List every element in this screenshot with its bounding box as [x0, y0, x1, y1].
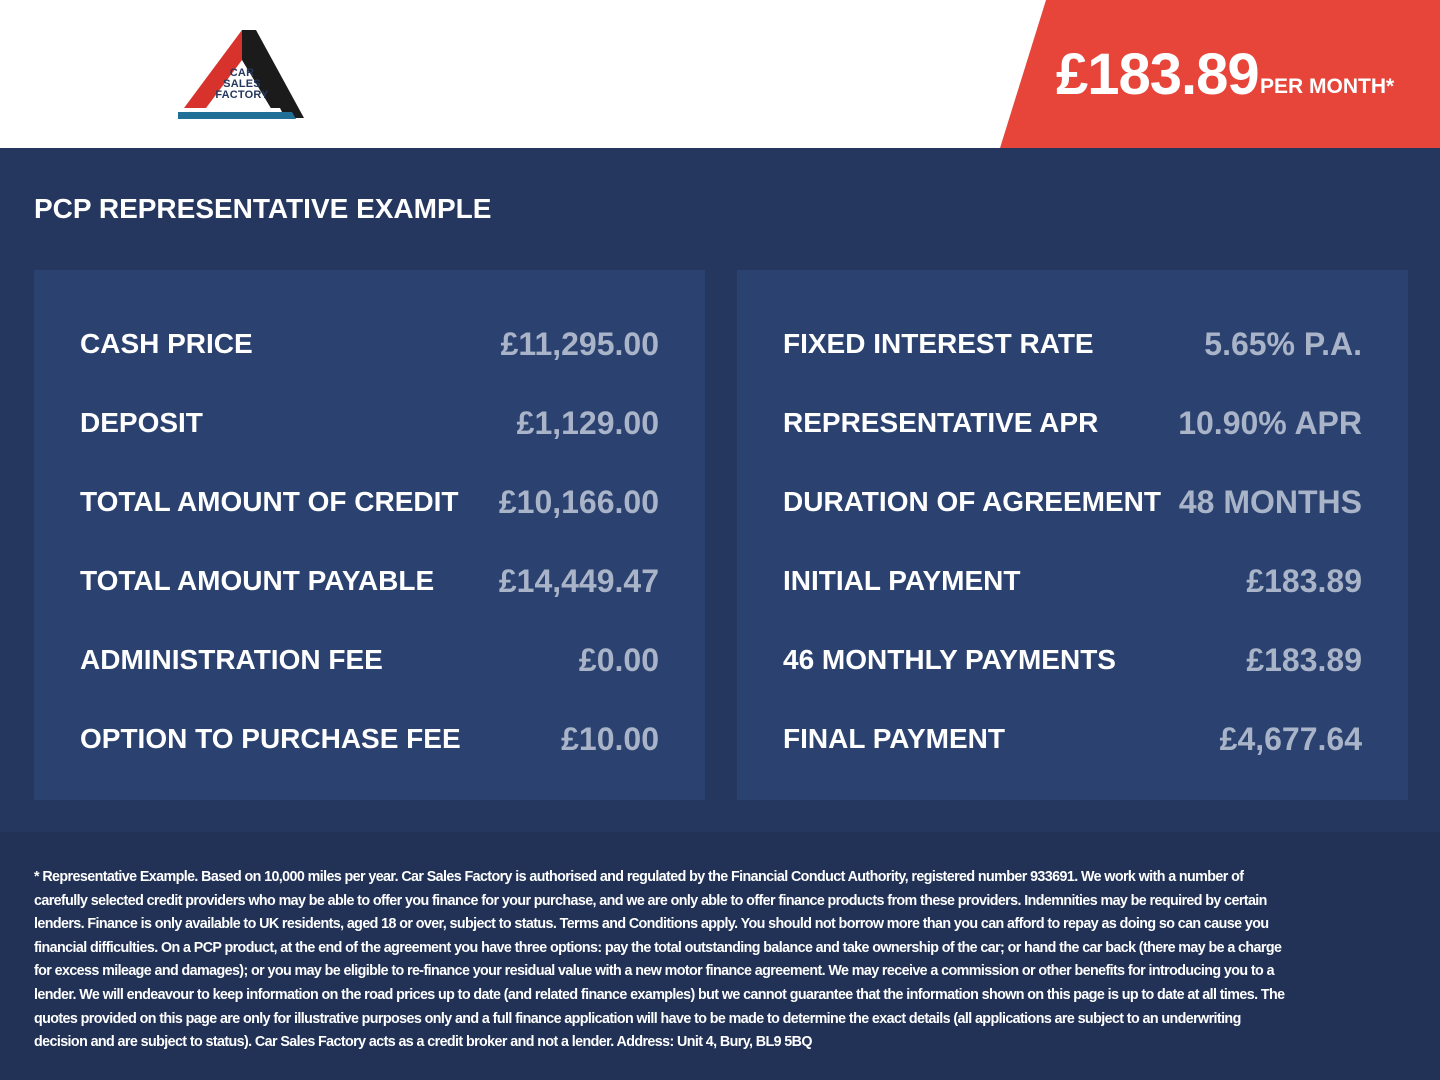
row-label: DEPOSIT: [80, 407, 203, 438]
row-fixed-interest-rate: [783, 319, 1362, 369]
row-value: £11,295.00: [500, 325, 659, 362]
row-total-amount-payable: [80, 556, 659, 606]
row-cash-price: [80, 319, 659, 369]
per-month-label: PER MONTH*: [1260, 75, 1395, 98]
row-label: CASH PRICE: [80, 328, 253, 359]
row-option-to-purchase-fee: [80, 714, 659, 764]
row-initial-payment: [783, 556, 1362, 606]
row-value: 10.90% APR: [1178, 404, 1362, 441]
row-label: ADMINISTRATION FEE: [80, 644, 383, 675]
logo-text: [208, 68, 276, 101]
monthly-price: £183.89: [1056, 42, 1259, 107]
row-label: FIXED INTEREST RATE: [783, 328, 1094, 359]
row-label: 46 MONTHLY PAYMENTS: [783, 644, 1116, 675]
row-duration-of-agreement: [783, 477, 1362, 527]
finance-panel-right: [737, 270, 1408, 800]
row-final-payment: [783, 714, 1362, 764]
logo-text-line3: FACTORY: [215, 89, 269, 101]
row-value: £10,166.00: [498, 483, 659, 520]
row-value: £4,677.64: [1219, 720, 1362, 757]
row-label: TOTAL AMOUNT PAYABLE: [80, 565, 435, 596]
row-total-amount-of-credit: [80, 477, 659, 527]
row-label: OPTION TO PURCHASE FEE: [80, 723, 461, 754]
row-value: £14,449.47: [498, 562, 659, 599]
finance-panel-left: [34, 270, 705, 800]
row-value: £1,129.00: [516, 404, 659, 441]
section-title: PCP REPRESENTATIVE EXAMPLE: [34, 193, 492, 224]
logo-text-line2: SALES: [223, 78, 261, 90]
row-value: £183.89: [1246, 641, 1362, 678]
header: [0, 0, 1440, 148]
row-label: TOTAL AMOUNT OF CREDIT: [80, 486, 459, 517]
row-value: £10.00: [561, 720, 659, 757]
row-label: DURATION OF AGREEMENT: [783, 486, 1161, 517]
row-monthly-payments: [783, 635, 1362, 685]
row-label: INITIAL PAYMENT: [783, 565, 1021, 596]
row-representative-apr: [783, 398, 1362, 448]
row-deposit: [80, 398, 659, 448]
row-value: 48 MONTHS: [1178, 483, 1362, 520]
row-label: FINAL PAYMENT: [783, 723, 1005, 754]
row-value: £183.89: [1246, 562, 1362, 599]
row-label: REPRESENTATIVE APR: [783, 407, 1099, 438]
row-value: 5.65% P.A.: [1204, 325, 1362, 362]
row-administration-fee: [80, 635, 659, 685]
logo-text-line1: CAR: [229, 67, 255, 79]
disclaimer-text: * Representative Example. Based on 10,000 miles per year. Car Sales Factory is authorised and regulated by the Financial Conduct Authority, registered number 933691. We work with a number of carefully selected credit providers who may be able to offer you finance for your purchase, and we are only able to offer finance products from these providers. Indemnities may be required by certain lenders. Finance is only available to UK residents, aged 18 or over, subject to status. Terms and Conditions apply. You should not borrow more than you can afford to repay as doing so can cause you financial difficulties. On a PCP product, at the end of the agreement you have three options: pay the total outstanding balance and take ownership of the car; or hand the car back (there may be a charge for excess mileage and damages); or you may be eligible to re-finance your residual value with a new motor finance agreement. We may receive a commission or other benefits for introducing you to a lender. We will endeavour to keep information on the road prices up to date (and related finance examples) but we cannot guarantee that the information shown on this page is up to date at all times. The quotes provided on this page are only for illustrative purposes only and a full finance application will have to be made to determine the exact details (all applications are subject to an underwriting decision and are subject to status). Car Sales Factory acts as a credit broker and not a lender. Address: Unit 4, Bury, BL9 5BQ: [34, 869, 1285, 1051]
row-value: £0.00: [578, 641, 659, 678]
